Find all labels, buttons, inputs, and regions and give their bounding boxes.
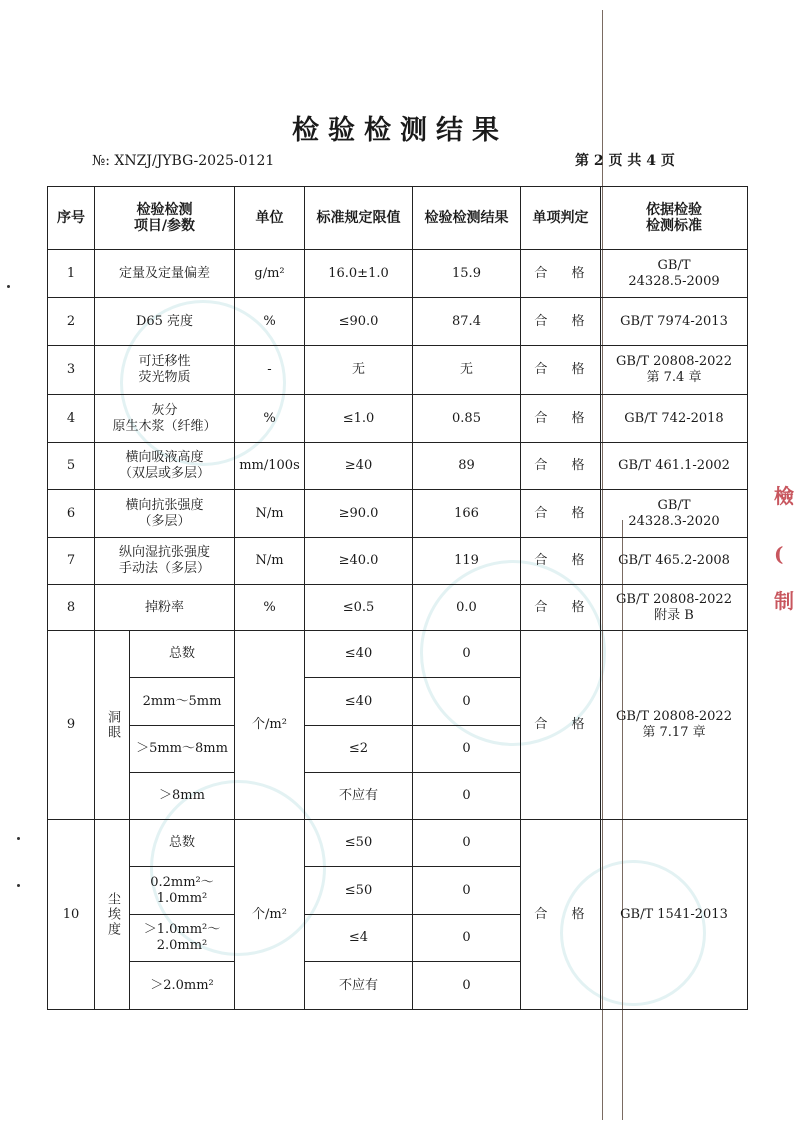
item-group-cell: 尘埃度	[95, 820, 130, 1010]
header-cell: 检验检测结果	[413, 187, 521, 250]
standard-cell: GB/T 24328.3-2020	[601, 490, 748, 538]
standard-cell: GB/T 742-2018	[601, 395, 748, 443]
limit-cell: ≤50	[305, 820, 413, 867]
table-row	[48, 490, 748, 538]
verdict-cell: 合 格	[521, 631, 601, 820]
header-cell: 检验检测 项目/参数	[95, 187, 235, 250]
unit-cell: 个/m²	[235, 820, 305, 1010]
limit-cell: ≥40.0	[305, 538, 413, 585]
result-cell: 0	[413, 820, 521, 867]
limit-cell: ≤2	[305, 726, 413, 773]
row-number-cell: 10	[48, 820, 95, 1010]
limit-cell: 16.0±1.0	[305, 250, 413, 298]
standard-cell: GB/T 24328.5-2009	[601, 250, 748, 298]
unit-cell: -	[235, 346, 305, 395]
result-cell: 0	[413, 867, 521, 915]
header-cell: 单项判定	[521, 187, 601, 250]
row-number-cell: 4	[48, 395, 95, 443]
unit-cell: N/m	[235, 538, 305, 585]
item-cell: 定量及定量偏差	[95, 250, 235, 298]
limit-cell: ≤50	[305, 867, 413, 915]
row-number-cell: 7	[48, 538, 95, 585]
limit-cell: 无	[305, 346, 413, 395]
sub-item-cell: 总数	[130, 820, 235, 867]
row-number-cell: 2	[48, 298, 95, 346]
result-cell: 0	[413, 726, 521, 773]
result-cell: 0	[413, 915, 521, 962]
limit-cell: ≤1.0	[305, 395, 413, 443]
limit-cell: ≥90.0	[305, 490, 413, 538]
unit-cell: mm/100s	[235, 443, 305, 490]
header-row	[48, 187, 748, 250]
result-cell: 0.0	[413, 585, 521, 631]
verdict-cell: 合 格	[521, 585, 601, 631]
result-cell: 166	[413, 490, 521, 538]
table-row	[48, 395, 748, 443]
unit-cell: 个/m²	[235, 631, 305, 820]
verdict-cell: 合 格	[521, 490, 601, 538]
result-cell: 0.85	[413, 395, 521, 443]
unit-cell: g/m²	[235, 250, 305, 298]
seal-stamp: 檢 ( 制	[774, 484, 794, 613]
table-row	[48, 585, 748, 631]
result-cell: 0	[413, 678, 521, 726]
standard-cell: GB/T 461.1-2002	[601, 443, 748, 490]
result-cell: 无	[413, 346, 521, 395]
sub-item-cell: 2mm～5mm	[130, 678, 235, 726]
item-cell: 可迁移性 荧光物质	[95, 346, 235, 395]
result-cell: 0	[413, 631, 521, 678]
item-group-cell: 洞眼	[95, 631, 130, 820]
table-row	[48, 298, 748, 346]
unit-cell: N/m	[235, 490, 305, 538]
item-cell: 灰分 原生木浆（纤维）	[95, 395, 235, 443]
verdict-cell: 合 格	[521, 538, 601, 585]
sub-item-cell: ＞8mm	[130, 773, 235, 820]
row-number-cell: 5	[48, 443, 95, 490]
limit-cell: 不应有	[305, 773, 413, 820]
page-number: 第 2 页 共 4 页	[575, 153, 675, 169]
standard-cell: GB/T 20808-2022 第 7.17 章	[601, 631, 748, 820]
result-cell: 0	[413, 773, 521, 820]
item-cell: 掉粉率	[95, 585, 235, 631]
header-cell: 单位	[235, 187, 305, 250]
row-number-cell: 8	[48, 585, 95, 631]
verdict-cell: 合 格	[521, 820, 601, 1010]
verdict-cell: 合 格	[521, 443, 601, 490]
header-cell: 序号	[48, 187, 95, 250]
header-cell: 标准规定限值	[305, 187, 413, 250]
result-cell: 87.4	[413, 298, 521, 346]
unit-cell: %	[235, 298, 305, 346]
limit-cell: ≤40	[305, 678, 413, 726]
result-cell: 89	[413, 443, 521, 490]
limit-cell: ≥40	[305, 443, 413, 490]
limit-cell: ≤40	[305, 631, 413, 678]
unit-cell: %	[235, 585, 305, 631]
sub-item-cell: 0.2mm²～ 1.0mm²	[130, 867, 235, 915]
result-cell: 119	[413, 538, 521, 585]
sub-item-cell: 总数	[130, 631, 235, 678]
table-row	[48, 631, 748, 678]
standard-cell: GB/T 20808-2022 附录 B	[601, 585, 748, 631]
standard-cell: GB/T 7974-2013	[601, 298, 748, 346]
standard-cell: GB/T 20808-2022 第 7.4 章	[601, 346, 748, 395]
verdict-cell: 合 格	[521, 298, 601, 346]
limit-cell: ≤0.5	[305, 585, 413, 631]
standard-cell: GB/T 465.2-2008	[601, 538, 748, 585]
row-number-cell: 1	[48, 250, 95, 298]
report-number: №: XNZJ/JYBG-2025-0121	[92, 153, 275, 169]
row-number-cell: 9	[48, 631, 95, 820]
verdict-cell: 合 格	[521, 395, 601, 443]
row-number-cell: 6	[48, 490, 95, 538]
results-table	[47, 186, 748, 1010]
item-cell: 横向抗张强度 （多层）	[95, 490, 235, 538]
row-number-cell: 3	[48, 346, 95, 395]
table-row	[48, 250, 748, 298]
verdict-cell: 合 格	[521, 346, 601, 395]
unit-cell: %	[235, 395, 305, 443]
limit-cell: ≤90.0	[305, 298, 413, 346]
result-cell: 15.9	[413, 250, 521, 298]
page-title: 检验检测结果	[292, 115, 508, 146]
item-cell: D65 亮度	[95, 298, 235, 346]
item-cell: 纵向湿抗张强度 手动法（多层）	[95, 538, 235, 585]
header-cell: 依据检验 检测标准	[601, 187, 748, 250]
standard-cell: GB/T 1541-2013	[601, 820, 748, 1010]
sub-item-cell: ＞5mm～8mm	[130, 726, 235, 773]
table-row	[48, 538, 748, 585]
table-row	[48, 820, 748, 867]
limit-cell: 不应有	[305, 962, 413, 1010]
sub-item-cell: ＞1.0mm²～ 2.0mm²	[130, 915, 235, 962]
sub-item-cell: ＞2.0mm²	[130, 962, 235, 1010]
scan-speck	[17, 837, 20, 840]
scan-speck	[17, 884, 20, 887]
table-row	[48, 346, 748, 395]
table-row	[48, 443, 748, 490]
limit-cell: ≤4	[305, 915, 413, 962]
result-cell: 0	[413, 962, 521, 1010]
verdict-cell: 合 格	[521, 250, 601, 298]
scan-speck	[7, 285, 10, 288]
item-cell: 横向吸液高度 （双层或多层）	[95, 443, 235, 490]
